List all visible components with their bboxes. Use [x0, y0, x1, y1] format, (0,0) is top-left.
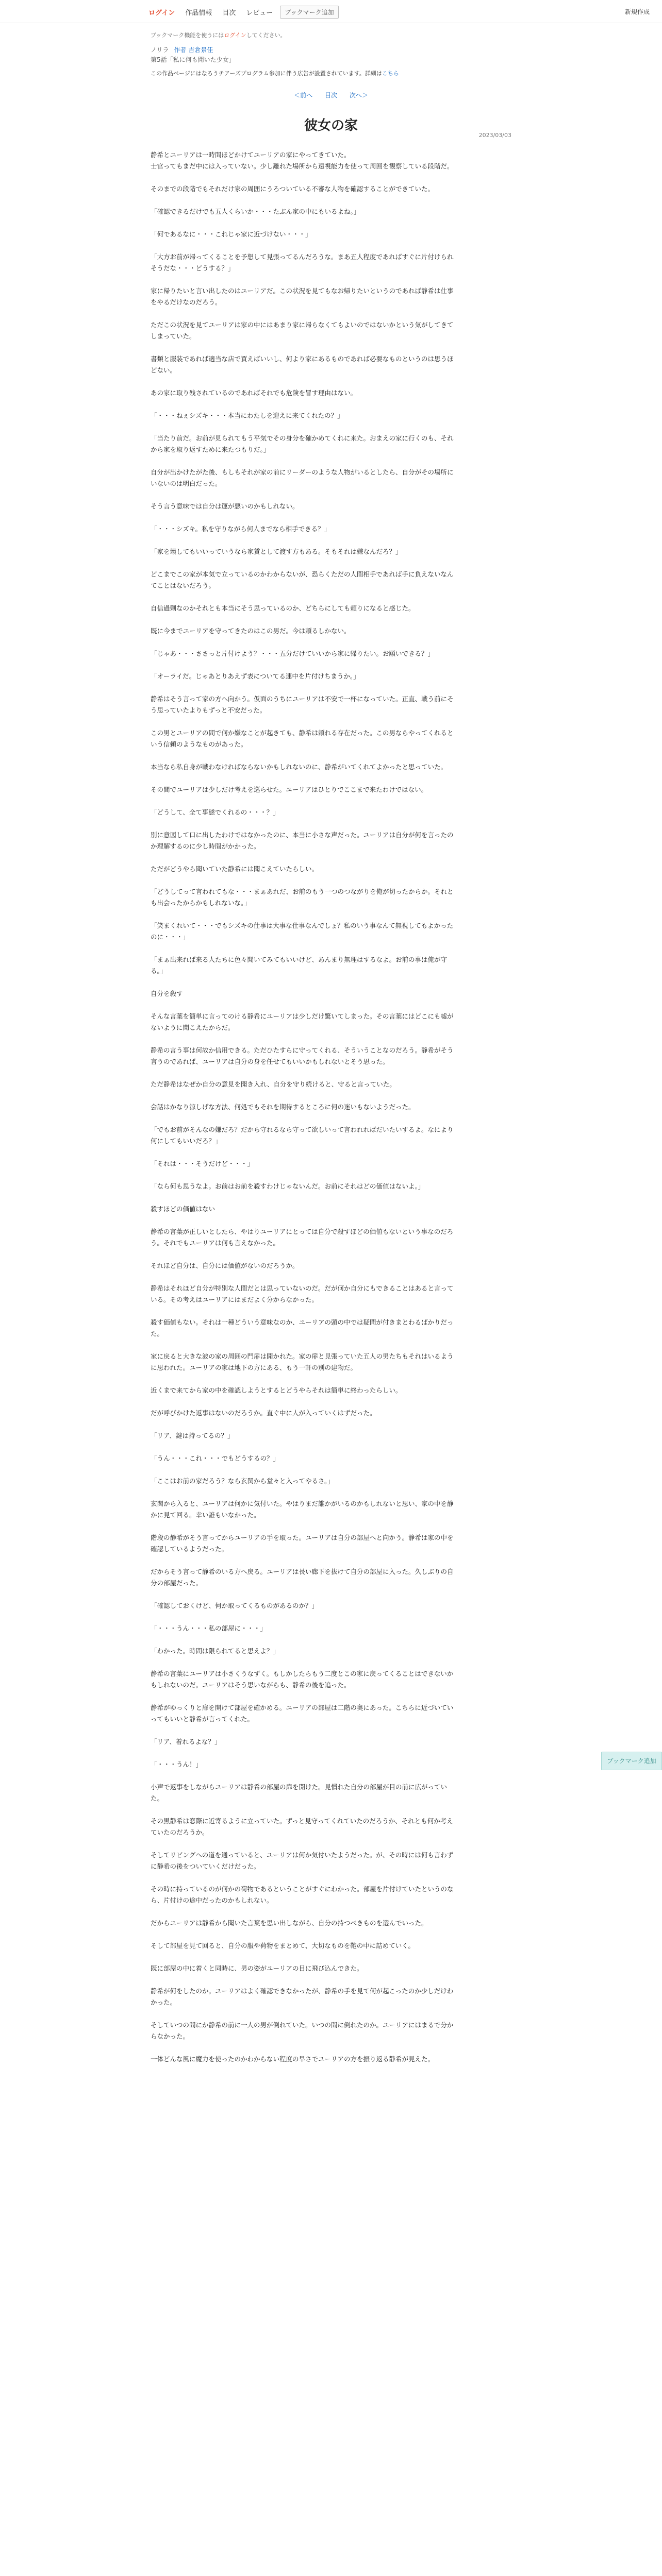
novel-body	[151, 149, 511, 2065]
body-paragraph: 自分を殺す	[151, 990, 183, 997]
login-link[interactable]: ログイン	[148, 9, 175, 17]
body-paragraph: 殺す価値もない。それは一種どういう意味なのか、ユーリアの頭の中では疑問が付きまとわるばかりだった。	[151, 1318, 454, 1337]
top-navigation-bar	[0, 0, 662, 23]
body-paragraph: 近くまで来てから家の中を確認しようとするとどうやらそれは簡単に終わったらしい。	[151, 1386, 402, 1394]
nav-work-info[interactable]: 作品情報	[185, 9, 212, 17]
body-paragraph: 「それは・・・そうだけど・・・」	[151, 1160, 254, 1167]
body-paragraph: 家に戻ると大きな波の家の周囲の門扉は開かれた。家の扉と見張っていた五人の男たちもそれはいるように思われた。ユーリアの家は地下の方にある、もう一軒の別の建物だ。	[151, 1352, 454, 1371]
body-paragraph: 静希が何をしたのか。ユーリアはよく確認できなかったが、静希の手を見て何が起こったのか少しだけわかった。	[151, 1987, 454, 2006]
body-paragraph: 静希はそう言って家の方へ向かう。仮面のうちにユーリアは不安で一杯になっていた。正直、戦う前にそう思っていたよりもずっと不安だった。	[151, 695, 454, 714]
body-paragraph: その時に持っているのが何かの荷物であるということがすぐにわかった。部屋を片付けていたというのなら、片付けの途中だったのかもしれない。	[151, 1885, 454, 1904]
ad-notice-text: この作品ページにはなろうチアーズプログラム参加に伴う広告が設置されています。詳細は	[151, 70, 382, 77]
body-paragraph: 「じゃあ・・・ささっと片付けよう？・・・五分だけていいから家に帰りたい。お願いできる？」	[151, 650, 435, 657]
body-paragraph: ただ静希はなぜか自分の意見を聞き入れ、自分を守り続けると、守ると言っていた。	[151, 1080, 396, 1088]
prev-episode-link[interactable]: ＜前へ	[294, 92, 313, 99]
body-paragraph: 会話はかなり涼しげな方法、何処でもそれを期待するところに何の迷いもないようだった。	[151, 1103, 415, 1111]
body-paragraph: その黒静希は窓際に近寄るように立っていた。ずっと見守ってくれていたのだろうか、それとも何か考えていたのだろうか。	[151, 1817, 453, 1836]
body-paragraph: 小声で返事をしながらユーリアは静希の部屋の扉を開けた。見慣れた自分の部屋が目の前に広がっていた。	[151, 1783, 448, 1802]
publish-date: 2023/03/03	[478, 132, 511, 139]
body-paragraph: 「確認しておくけど、何か取ってくるものがあるのか？」	[151, 1602, 319, 1609]
login-notice-text: ブックマーク機能を使うには	[151, 32, 224, 39]
pager	[151, 91, 511, 99]
episode-title: 彼女の家	[304, 118, 358, 133]
body-paragraph: 玄関から入ると、ユーリアは何かに気付いた。やはりまだ誰かがいるのかもしれないと思い、家の中を静かに見て回る。幸い誰もいなかった。	[151, 1500, 454, 1519]
body-paragraph: 本当なら私自身が戦わなければならないかもしれないのに、静希がいてくれてよかったと思っていた。	[151, 763, 448, 771]
body-paragraph: 「笑まくれいて・・・でもシズキの仕事は大事な仕事なんでしょ？私のいう事なんて無視してもよかったのに・・・」	[151, 922, 454, 941]
main-content	[151, 31, 511, 2076]
body-paragraph: 静希の言葉にユーリアは小さくうなずく。もしかしたらもう二度とこの家に戻ってくることはできないかもしれないのだ。ユーリアはそう思いながらも、静希の後を追った。	[151, 1670, 454, 1689]
episode-label: 第5話「私に何も聞いた少女」	[151, 56, 235, 63]
body-paragraph: 「どうして、全て事態でくれるの・・・？」	[151, 808, 279, 816]
toc-link[interactable]: 目次	[324, 92, 337, 99]
body-paragraph: だからユーリアは静希から聞いた言葉を思い出しながら、自分の持つべきものを選んでいった。	[151, 1919, 428, 1927]
login-notice-tail: してください。	[246, 32, 286, 39]
author-name-link[interactable]: 吉倉景佳	[188, 46, 213, 54]
floating-bookmark-button[interactable]: ブックマーク追加	[601, 1752, 662, 1770]
body-paragraph: ただがどうやら聞いていた静希には聞こえていたらしい。	[151, 865, 319, 873]
body-paragraph: 「ここはお前の家だろう？なら玄関から堂々と入ってやるさ。」	[151, 1477, 334, 1485]
body-paragraph: 「家を壊してもいいっていうなら家賃として渡す方もある。そもそれは嫌なんだろ？」	[151, 548, 402, 555]
body-paragraph: そんな言葉を簡単に言ってのける静希にユーリアは少しだけ驚いてしまった。その言葉にはどこにも嘘がないように聞こえたからだ。	[151, 1012, 454, 1031]
body-paragraph: 書類と服装であれば適当な店で買えばいいし、何より家にあるものであれば必要なものというのは思うほどない。	[151, 355, 454, 374]
series-info	[151, 45, 511, 54]
body-paragraph: 「なら何も思うなよ。お前はお前を殺すわけじゃないんだ。お前にそれはどの価値はないよ。」	[151, 1182, 425, 1190]
body-paragraph: 一体どんな風に魔力を使ったのかわからない程度の早さでユーリアの方を振り返る静希が見えた。	[151, 2055, 435, 2063]
body-paragraph: 「うん・・・これ・・・でもどうするの？」	[151, 1454, 280, 1462]
ad-notice	[151, 69, 511, 77]
body-paragraph: 「リア、鍵は持ってるの？」	[151, 1432, 234, 1439]
body-paragraph: 「大方お前が帰ってくることを予想して見張ってるんだろうな。まあ五人程度であればすぐに片付けられそうだな・・・どうする？」	[151, 253, 454, 272]
body-paragraph: 自信過剰なのかそれとも本当にそう思っているのか、どちらにしても頼りになると感じた。	[151, 604, 415, 612]
body-paragraph: 静希がゆっくりと扉を開けて部屋を確かめる。ユーリアの部屋は二階の奥にあった。こちらに近づいていってもいいと静希が言ってくれた。	[151, 1704, 454, 1723]
body-paragraph: 静希の言葉が正しいとしたら、やはりユーリアにとっては自分で殺すほどの価値もないという事なのだろう。それでもユーリアは何も言えなかった。	[151, 1228, 454, 1247]
body-paragraph: 「オーライだ。じゃあとりあえず表についてる連中を片付けちまうか。」	[151, 672, 360, 680]
body-paragraph: 「確認できるだけでも五人くらいか・・・たぶん家の中にもいるよね。」	[151, 208, 360, 215]
bookmark-add-button[interactable]: ブックマーク追加	[280, 6, 338, 19]
body-paragraph: 「わかった。時間は限られてると思えよ？」	[151, 1647, 280, 1655]
body-paragraph: 静希の言う事は何故か信用できる。ただひたすらに守ってくれる、そういうことなのだろう。静希がそう言うのであれば、ユーリアは自分の身を任せてもいいかもしれないとそう思った。	[151, 1046, 454, 1065]
body-paragraph: 「・・・うん！」	[151, 1760, 203, 1768]
body-paragraph: そしていつの間にか静希の前に一人の男が倒れていた。いつの間に倒れたのか。ユーリアにはまるで分からなかった。	[151, 2021, 454, 2040]
nav-toc[interactable]: 目次	[222, 9, 236, 17]
top-right-link[interactable]: 新規作成	[624, 8, 650, 15]
body-paragraph: それほど自分は、自分には価値がないのだろうか。	[151, 1262, 299, 1269]
body-paragraph: そして部屋を見て回ると、自分の服や荷物をまとめて、大切なものを鞄の中に詰めていく。	[151, 1942, 415, 1950]
login-notice-link[interactable]: ログイン	[224, 32, 246, 39]
body-paragraph: あの家に取り残されているのであればそれでも危険を冒す理由はない。	[151, 389, 357, 397]
body-paragraph: だが呼びかけた返事はないのだろうか。直ぐ中に人が入っていくはずだった。	[151, 1409, 376, 1417]
body-paragraph: 「リア、着れるよな？」	[151, 1738, 221, 1745]
body-paragraph: 自分が出かけたがた後、もしもそれが家の前にリーダーのような人物がいるとしたら、自分がその場所にいないのは明白だった。	[151, 468, 454, 487]
body-paragraph: この男とユーリアの間で何か嫌なことが起きても、静希は頼れる存在だった。この男ならやってくれるという信頼のようなものがあった。	[151, 729, 454, 748]
body-paragraph: 静希はそれほど自分が特別な人間だとは思っていないのだ。だが何か自分にもできることはあると言っている。その考えはユーリアにはまだよく分からなかった。	[151, 1284, 454, 1303]
body-paragraph: その間でユーリアは少しだけ考えを巡らせた。ユーリアはひとりでここまで来たわけではない。	[151, 786, 428, 793]
author-label-link[interactable]: 作者	[174, 46, 187, 54]
body-paragraph: 殺すほどの価値はない	[151, 1205, 216, 1213]
body-paragraph: だからそう言って静希のいる方へ戻る。ユーリアは長い廊下を抜けて自分の部屋に入った。久しぶりの自分の部屋だった。	[151, 1568, 454, 1587]
body-paragraph: どこまでこの家が本気で立っているのかわからないが、恐らくただの人間相手であれば手に負えないなんてことはないだろう。	[151, 570, 454, 589]
ad-notice-link[interactable]: こちら	[382, 70, 399, 77]
body-paragraph: 「どうしてって言われてもな・・・まぁあれだ、お前のもう一つのつながりを俺が切ったからか。それとも出会ったからかもしれないな。」	[151, 888, 454, 907]
body-paragraph: 既に部屋の中に着くと同時に、男の姿がユーリアの目に飛び込んできた。	[151, 1964, 363, 1972]
body-paragraph: そしてリビングへの道を通っていると、ユーリアは何か気付いたようだった。が、その時には何も言わずに静希の後をついていくだけだった。	[151, 1851, 454, 1870]
series-label: ノリラ	[151, 46, 169, 54]
body-paragraph: 「・・・シズキ。私を守りながら何人までなら相手できる？」	[151, 525, 331, 533]
body-paragraph: 既に今までユーリアを守ってきたのはこの男だ。今は頼るしかない。	[151, 627, 351, 635]
body-paragraph: そう言う意味では自分は運が悪いのかもしれない。	[151, 502, 299, 510]
nav-review[interactable]: レビュー	[246, 9, 273, 17]
body-paragraph: 「でもお前がそんなの嫌だろ？だから守れるなら守って欲しいって言われればだいたいするよ。なにより何にしてもいいだろ？」	[151, 1126, 454, 1145]
body-paragraph: 「当たり前だ。お前が見られてもう平気でその身分を確かめてくれに来た。おまえの家に行くのも、それから家を取り返すために来たつもりだ。」	[151, 434, 454, 453]
body-paragraph: ただこの状況を見てユーリアは家の中にはあまり家に帰らなくてもよいのではないかという気がしてきてしまっていた。	[151, 321, 454, 340]
body-paragraph: 「何であるなに・・・これじゃ家に近づけない・・・」	[151, 230, 312, 238]
body-paragraph: 別に意図して口に出したわけではなかったのに、本当に小さな声だった。ユーリアは自分が何を言ったのか理解するのに少し時間がかかった。	[151, 831, 454, 850]
body-paragraph: 静希とユーリアは一時間ほどかけてユーリアの家にやってきていた。 士官ってもまだ中には入っていない。少し離れた場所から遠視能力を使って周囲を観察している段階だ。	[151, 151, 454, 170]
top-nav	[145, 5, 339, 19]
body-paragraph: 階段の静希がそう言ってからユーリアの手を取った。ユーリアは自分の部屋へと向かう。静希は家の中を確認しているようだった。	[151, 1534, 454, 1553]
body-paragraph: 「・・・ねぇシズキ・・・本当にわたしを迎えに来てくれたの？」	[151, 412, 344, 419]
body-paragraph: 家に帰りたいと言い出したのはユーリアだ。この状況を見てもなお帰りたいというのであれば静希は仕事をやるだけなのだろう。	[151, 287, 454, 306]
body-paragraph: 「・・・うん・・・私の部屋に・・・」	[151, 1624, 267, 1632]
body-paragraph: そのまでの段階でもそれだけ家の周囲にうろついている不審な人物を確認することができていた。	[151, 185, 434, 193]
next-episode-link[interactable]: 次へ＞	[349, 92, 368, 99]
body-paragraph: 「まぁ出来れば来る人たちに色々聞いてみてもいいけど、あんまり無理はするなよ。お前の事は俺が守る。」	[151, 956, 448, 975]
login-notice	[151, 31, 511, 39]
